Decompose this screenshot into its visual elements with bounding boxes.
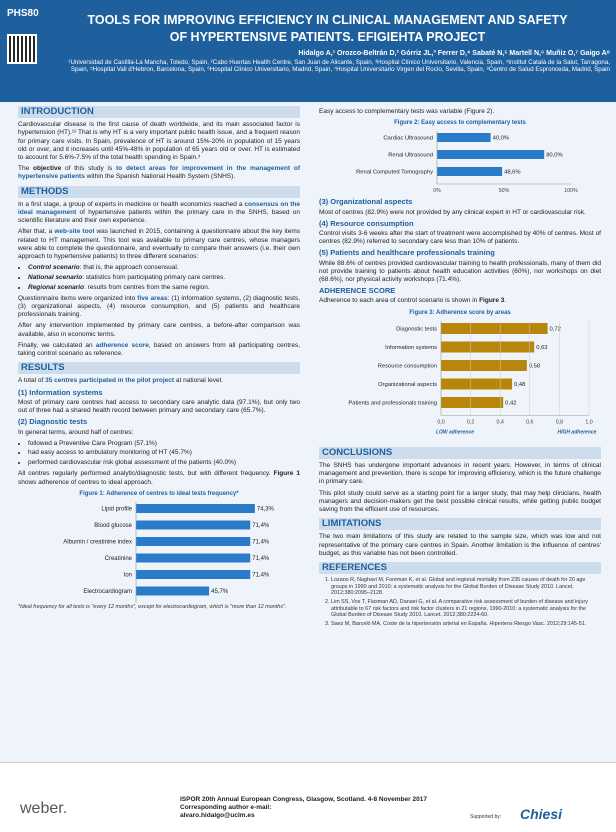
figure-2	[319, 119, 601, 195]
corresponding-label: Corresponding author e-mail:	[180, 804, 272, 811]
bar	[136, 570, 250, 579]
intro-p1: Cardiovascular disease is the first cause of death worldwide, and its main associated factor is hypertension (HT).¹² That is why HT is a very important public health issue, and a frequent reason for primary care visits. In Spain, prevalence of HT is around 15%-20% in population of 15 years old or over, and it increases until 45%-48% in population of 65 years old or over. HT is estimated to account for 5.6%-7.5% of the total health spending in Spain.³	[18, 121, 300, 162]
figure-1-note: *Ideal frequency for all tests is "every 12 months", except for electrocardiogram, which is "more than 12 months".	[18, 603, 287, 610]
list-item: • followed a Preventive Care Program (57.1%)	[28, 440, 300, 448]
references-heading: REFERENCES	[319, 562, 601, 574]
conclusions-heading: CONCLUSIONS	[319, 447, 601, 459]
bar	[136, 537, 250, 546]
methods-p5: Finally, we calculated an adherence score, based on answers from all participating centres, taking control scenario as reference.	[18, 341, 300, 358]
bar	[437, 133, 491, 142]
data-label: 71,4%	[252, 572, 270, 579]
qr-code-icon	[7, 34, 37, 64]
high-adherence-label: HIGH adherence	[557, 429, 597, 436]
tick-label: 0,2	[466, 419, 475, 426]
right-p1: Easy access to complementary tests was variable (Figure 2).	[319, 108, 495, 115]
category-label: Cardiac Ultrasound	[383, 136, 433, 143]
data-label: 80,0%	[546, 153, 563, 160]
weber-logo: weber.	[20, 800, 68, 817]
limitations-p1: The two main limitations of this study are related to the sample size, which was low and not representative of the primary care centres in Spain. Another limitation is the influence of centres' budget, as this variable has not been controlled.	[319, 533, 601, 557]
methods-p3: Questionnaire items were organized into five areas: (1) information systems, (2) diagnostic tests, (3) organizational aspects, (4) resource consumption, and (5) patients and healthcare professionals training.	[18, 294, 300, 319]
list-item: • Regional scenario: results from centres from the same region.	[28, 284, 300, 292]
bar	[441, 360, 527, 371]
figure-1	[18, 490, 300, 604]
tick-label: 100%	[564, 188, 578, 195]
category-label: Organizational aspects	[378, 382, 437, 389]
figure-3	[319, 309, 601, 443]
figure-3-chart	[319, 319, 601, 443]
methods-heading: METHODS	[18, 186, 300, 198]
methods-p1: In a first stage, a group of experts in medicine or health economics reached a consensus on the ideal management of hypertensive patients within the primary care in the SNHS, based on scientific literature and their own experience.	[18, 200, 301, 225]
bar	[136, 553, 250, 562]
data-label: 45,7%	[211, 589, 229, 596]
category-label: Information systems	[385, 345, 437, 352]
tick-label: 1,0	[585, 419, 593, 426]
results-p4: All centres regularly performed analytic/diagnostic tests, but with different frequency. Figure 1 shows adherence of centres to ideal approach.	[18, 470, 300, 486]
list-item: 1. Lozano R, Naghavi M, Foreman K, et al. Global and regional mortality from 235 causes of death for 20 age groups in 1990 and 2010: a systematic analysis for the Global Burden of Disease Study 2010. Lancet. 2012;380:2095–2128.	[331, 577, 601, 597]
list-item: • Control scenario: that is, the approach consensual.	[28, 264, 300, 272]
results-p1: A total of 35 centres participated in the pilot project at national level.	[18, 377, 223, 385]
category-label: Lipid profile	[101, 506, 132, 513]
author-email[interactable]: alvaro.hidalgo@uclm.es	[180, 812, 255, 819]
list-item: 2. Lim SS, Vos T, Flaxman AD, Danaei G, et al. A comparative risk assessment of burden of disease and injury attributable to 67 risk factors and risk factor clusters in 21 regions, 1990-2010: a systematic analysis for the Global Burden of Disease Study 2010. Lancet. 2012;380:2224-60.	[331, 599, 601, 619]
conference-info	[180, 796, 427, 820]
adherence-heading: ADHERENCE SCORE	[319, 286, 396, 296]
category-label: Patients and professionals training	[348, 400, 437, 407]
sub-heading-training: (5) Patients and healthcare professionals training	[319, 248, 495, 258]
tick-label: 0,6	[526, 419, 534, 426]
references-list	[331, 577, 601, 627]
tick-label: 0,4	[496, 419, 504, 426]
poster-title: TOOLS FOR IMPROVING EFFICIENCY IN CLINICAL MANAGEMENT AND SAFETY OF HYPERTENSIVE PATIENTS. EFIGIEHTA PROJECT	[87, 13, 568, 44]
figure-1-chart	[18, 500, 300, 604]
author-names: Hidalgo A,¹ Orozco-Beltrán D,² Górriz JL,³ Ferrer D,⁴ Sabaté N,⁵ Martell N,⁶ Muñiz O,⁷ Gaigo A⁸	[298, 50, 610, 57]
conclusions-p1: The SNHS has undergone important advances in recent years. However, in terms of clinical management and prevention, there is scope for improving efficiency, which is the future challenge in primary care.	[319, 462, 601, 486]
data-label: 0,42	[505, 400, 517, 407]
sub-heading-diagnostic: (2) Diagnostic tests	[18, 417, 88, 427]
intro-p2: The objective of this study is to detect areas for improvement in the management of hypertensive patients within the Spanish National Health System (SNHS).	[18, 165, 300, 181]
figure-3-title: Figure 3: Adherence score by areas	[409, 309, 511, 316]
sub-heading-org: (3) Organizational aspects	[319, 197, 413, 207]
data-label: 0,58	[528, 363, 541, 370]
bar	[441, 341, 534, 352]
left-column	[18, 102, 300, 610]
category-label: Renal Ultrasound	[388, 153, 433, 160]
conclusions-p2: This pilot study could serve as a starting point for a larger study, that may help clinicians, health managers and decision-makers get the best possible clinical results, while getting public budget saving from the efficient use of resources.	[319, 489, 601, 514]
right-p4: While 88.6% of centres provided cardiovascular training to health professionals, many of them did not provide training to patients about health education activities (60%), nor workshops on diet (68.6%), nor physical activity workshops (71.4%).	[319, 259, 601, 284]
figure-2-chart	[319, 129, 601, 195]
sub-heading-info: (1) Information systems	[18, 387, 103, 397]
category-label: Renal Computed Tomography	[356, 170, 433, 177]
data-label: 0,63	[536, 345, 548, 352]
list-item: • National scenario: statistics from participating primary care centres.	[28, 274, 300, 282]
methods-p2: After that, a web-site tool was launched in 2015, containing a questionnaire about the key items related to HT management. This tool was available to primary care centres, whose managers were able to complete the questionnaire, and eventually to compare their answers (i.e. their own approach to hypertensive patients) to three different scenarios:	[18, 228, 300, 261]
data-label: 0,48	[514, 382, 526, 389]
tick-label: 0%	[433, 188, 441, 195]
data-label: 71,4%	[252, 539, 270, 546]
bar	[136, 504, 255, 513]
bar	[437, 150, 544, 159]
data-label: 40,0%	[492, 136, 510, 143]
data-label: 0,72	[549, 326, 561, 333]
right-p3: Control visits 3-6 weeks after the start of treatment were accomplished by 40% of centres. Most of centres (82.9%) referred to secondary care less than 10% of patients.	[319, 230, 601, 246]
data-label: 71,4%	[252, 556, 270, 563]
right-column	[319, 102, 601, 629]
category-label: Creatinine	[104, 556, 132, 563]
list-item: • performed cardiovascular risk global assessment of the patients (40.0%)	[28, 459, 300, 467]
diagnostic-list	[28, 440, 300, 468]
tick-label: 0,8	[555, 419, 564, 426]
category-label: Resource consumption	[377, 363, 437, 370]
category-label: Electrocardiogram	[83, 589, 132, 596]
results-p2: Most of primary care centres had access to secondary care analytic data (97.1%), but only two out of three had a shared health record between primary and secondary care (65.7%).	[18, 398, 300, 415]
tick-label: 0,0	[437, 419, 445, 426]
category-label: Ion	[123, 572, 132, 579]
bar	[441, 397, 503, 408]
category-label: Diagnostic tests	[396, 326, 437, 333]
sub-heading-resource: (4) Resource consumption	[319, 218, 414, 228]
bar	[441, 378, 512, 389]
scenario-list	[28, 264, 300, 292]
limitations-heading: LIMITATIONS	[319, 518, 601, 530]
bar	[437, 167, 502, 176]
supported-by-label: Supported by:	[470, 814, 502, 820]
data-label: 71,4%	[252, 523, 270, 530]
bar	[441, 323, 548, 334]
right-p2: Most of centres (82.9%) were not provided by any clinical expert in HT or cardiovascular risk.	[319, 208, 586, 216]
results-p3: In general terms, around half of centres:	[18, 428, 134, 436]
poster-header	[0, 0, 616, 102]
data-label: 74,3%	[256, 506, 274, 513]
tick-label: 50%	[498, 188, 510, 195]
conference-name: ISPOR 20th Annual European Congress, Glasgow, Scotland. 4-8 November 2017	[180, 796, 427, 803]
list-item: 3. Saez M, Barceló MA. Coste de la hipertensión arterial en España. Hipertens Riesgo Vasc. 2012;29:145-51.	[331, 621, 601, 628]
bar	[136, 586, 209, 595]
data-label: 48,6%	[504, 170, 521, 177]
right-p5: Adherence to each area of control scenario is shown in Figure 3.	[319, 297, 507, 305]
category-label: Albumin / creatinine index	[63, 539, 132, 546]
figure-1-title: Figure 1: Adherence of centres to ideal tests frequency*	[79, 490, 239, 497]
authors-block	[50, 50, 610, 74]
affiliations: ¹Universidad de Castilla-La Mancha, Toledo, Spain, ²Cabo Huertas Health Centre, San Juan de Alicante, Spain, ³Hospital Clínico Universitario, Valencia, Spain, ⁴Institut Català de la Salut, Tarragona, Spain, ⁵Hospital Vall d'Hebron, Barcelona, Spain, ⁶Hospital Clínico Universitario, Madrid, Spain, ⁷Hospital Universitario Virgen del Rocío, Sevilla, Spain, ⁸Centro de Salud Espronceda, Madrid, Spain	[68, 58, 610, 73]
list-item: • had easy access to ambulatory monitoring of HT (45.7%)	[28, 449, 300, 457]
poster-code: PHS80	[7, 8, 39, 19]
methods-p4: After any intervention implemented by primary care centres, a before-after comparison was available, also in economic terms.	[18, 322, 300, 338]
category-label: Blood glucose	[94, 523, 132, 530]
intro-heading: INTRODUCTION	[18, 106, 300, 118]
chiesi-logo: Chiesi	[520, 806, 563, 822]
results-heading: RESULTS	[18, 362, 300, 374]
figure-2-title: Figure 2: Easy access to complementary tests	[394, 120, 526, 127]
low-adherence-label: LOW adherence	[435, 429, 475, 436]
bar	[136, 520, 250, 529]
